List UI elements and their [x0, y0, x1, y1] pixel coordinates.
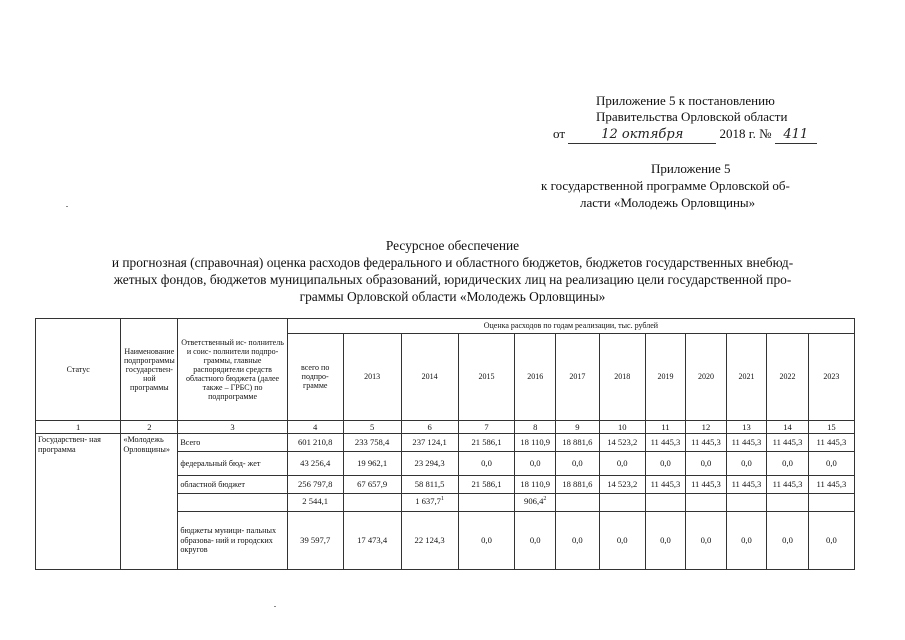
value-cell: 0,0 [458, 452, 515, 476]
value-cell: 11 445,3 [645, 476, 686, 494]
value-cell: 67 657,9 [343, 476, 401, 494]
value-cell: 0,0 [599, 452, 645, 476]
col-number: 9 [555, 421, 599, 434]
funding-source-cell [178, 493, 287, 511]
value-cell: 23 294,3 [401, 452, 458, 476]
value-cell: 39 597,7 [287, 511, 343, 570]
col-number: 14 [767, 421, 809, 434]
value-cell: 0,0 [726, 511, 767, 570]
value-cell: 0,0 [458, 511, 515, 570]
col-number: 12 [686, 421, 727, 434]
document-title-2: и прогнозная (справочная) оценка расходов федерального и областного бюджетов, бюджетов государственных внебюд- [111, 255, 794, 270]
value-cell: 0,0 [767, 511, 809, 570]
handwritten-date: 12 октября [601, 127, 684, 142]
col-number: 2 [121, 421, 178, 434]
value-cell: 18 881,6 [555, 434, 599, 452]
value-cell: 11 445,3 [686, 434, 727, 452]
footnoted-value: 1 637,7 [415, 496, 441, 507]
value-cell: 11 445,3 [726, 434, 767, 452]
value-cell: 11 445,3 [726, 476, 767, 494]
col-number: 13 [726, 421, 767, 434]
date-prefix: от [553, 126, 566, 141]
value-cell [515, 493, 556, 511]
appendix-line-3: ласти «Молодежь Орловщины» [580, 195, 756, 210]
header-year: 2013 [343, 333, 401, 421]
col-number: 11 [645, 421, 686, 434]
year-label: 2018 г. № [719, 126, 772, 141]
number-field [775, 125, 817, 144]
header-executor: Ответственный ис- полнитель и соис- полнители подпро- граммы, главные распорядители средств областного бюджета (далее также – ГРБС) по подпрограмме [178, 319, 287, 421]
approval-date-line [553, 125, 817, 144]
approval-line-2: Правительства Орловской области [596, 109, 788, 124]
value-cell [808, 493, 854, 511]
value-cell: 43 256,4 [287, 452, 343, 476]
document-title-4: граммы Орловской области «Молодежь Орловщины» [299, 289, 606, 304]
value-cell: 601 210,8 [287, 434, 343, 452]
value-cell: 18 881,6 [555, 476, 599, 494]
header-row-1 [36, 319, 855, 334]
appendix-line-1: Приложение 5 [651, 161, 731, 176]
footnote-marker: 2 [543, 496, 547, 503]
value-cell: 256 797,8 [287, 476, 343, 494]
header-year: 2018 [599, 333, 645, 421]
value-cell [767, 493, 809, 511]
value-cell: 0,0 [686, 511, 727, 570]
document-title-3: жетных фондов, бюджетов муниципальных образований, юридических лиц на реализацию цели государственной про- [113, 272, 792, 287]
header-estimate: Оценка расходов по годам реализации, тыс. рублей [287, 319, 854, 334]
value-cell [458, 493, 515, 511]
header-year: 2017 [555, 333, 599, 421]
date-field [568, 125, 716, 144]
appendix-line-2: к государственной программе Орловской об- [541, 178, 790, 193]
header-year: 2014 [401, 333, 458, 421]
col-number: 1 [36, 421, 121, 434]
value-cell: 0,0 [515, 452, 556, 476]
value-cell: 237 124,1 [401, 434, 458, 452]
col-number: 4 [287, 421, 343, 434]
value-cell: 17 473,4 [343, 511, 401, 570]
value-cell [343, 493, 401, 511]
value-cell: 0,0 [645, 511, 686, 570]
value-cell: 11 445,3 [808, 476, 854, 494]
col-number: 15 [808, 421, 854, 434]
value-cell: 11 445,3 [767, 434, 809, 452]
col-number: 3 [178, 421, 287, 434]
value-cell: 0,0 [515, 511, 556, 570]
header-status: Статус [36, 319, 121, 421]
header-total: всего по подпро- грамме [287, 333, 343, 421]
funding-source-cell: бюджеты муници- пальных образова- ний и городских округов [178, 511, 287, 570]
scan-speck [274, 606, 276, 607]
value-cell: 0,0 [726, 452, 767, 476]
value-cell: 0,0 [599, 511, 645, 570]
value-cell: 19 962,1 [343, 452, 401, 476]
value-cell: 0,0 [767, 452, 809, 476]
value-cell: 0,0 [555, 452, 599, 476]
header-year: 2021 [726, 333, 767, 421]
table-row [36, 434, 855, 452]
funding-source-cell: Всего [178, 434, 287, 452]
value-cell: 0,0 [555, 511, 599, 570]
footnoted-value: 906,4 [524, 496, 544, 507]
value-cell [599, 493, 645, 511]
value-cell: 21 586,1 [458, 476, 515, 494]
value-cell [726, 493, 767, 511]
value-cell: 11 445,3 [808, 434, 854, 452]
program-name-cell: «Молодежь Орловщины» [121, 434, 178, 570]
funding-source-cell: федеральный бюд- жет [178, 452, 287, 476]
value-cell: 0,0 [808, 511, 854, 570]
value-cell: 58 811,5 [401, 476, 458, 494]
value-cell: 22 124,3 [401, 511, 458, 570]
value-cell [686, 493, 727, 511]
col-number: 7 [458, 421, 515, 434]
column-number-row [36, 421, 855, 434]
col-number: 10 [599, 421, 645, 434]
col-number: 6 [401, 421, 458, 434]
resource-table [35, 318, 855, 570]
value-cell: 11 445,3 [645, 434, 686, 452]
value-cell [645, 493, 686, 511]
value-cell: 14 523,2 [599, 476, 645, 494]
header-year: 2019 [645, 333, 686, 421]
value-cell: 14 523,2 [599, 434, 645, 452]
header-year: 2016 [515, 333, 556, 421]
value-cell: 233 758,4 [343, 434, 401, 452]
value-cell: 21 586,1 [458, 434, 515, 452]
approval-line-1: Приложение 5 к постановлению [596, 93, 775, 108]
header-year: 2020 [686, 333, 727, 421]
document-title-1: Ресурсное обеспечение [385, 238, 520, 253]
header-subprogram: Наименование подпрограммы государствен- ной программы [121, 319, 178, 421]
handwritten-number: 411 [783, 127, 809, 142]
value-cell: 11 445,3 [686, 476, 727, 494]
header-year: 2023 [808, 333, 854, 421]
header-year: 2015 [458, 333, 515, 421]
value-cell: 18 110,9 [515, 434, 556, 452]
scan-speck [66, 206, 68, 207]
value-cell: 11 445,3 [767, 476, 809, 494]
value-cell: 0,0 [645, 452, 686, 476]
value-cell [401, 493, 458, 511]
value-cell: 0,0 [808, 452, 854, 476]
status-cell: Государствен- ная программа [36, 434, 121, 570]
funding-source-cell: областной бюджет [178, 476, 287, 494]
value-cell: 2 544,1 [287, 493, 343, 511]
header-year: 2022 [767, 333, 809, 421]
value-cell: 18 110,9 [515, 476, 556, 494]
col-number: 5 [343, 421, 401, 434]
col-number: 8 [515, 421, 556, 434]
value-cell [555, 493, 599, 511]
footnote-marker: 1 [440, 496, 444, 503]
value-cell: 0,0 [686, 452, 727, 476]
